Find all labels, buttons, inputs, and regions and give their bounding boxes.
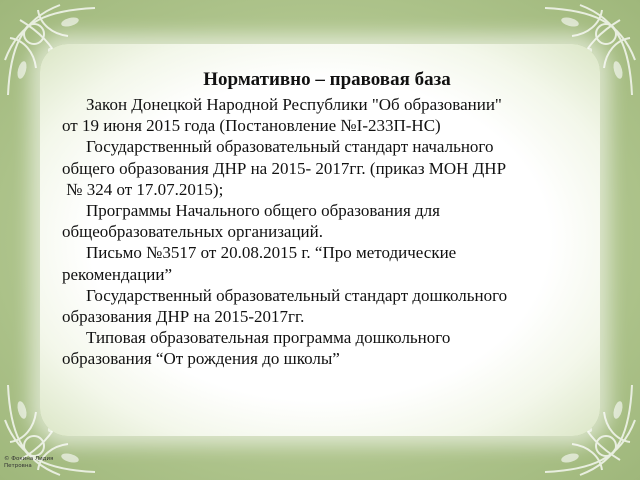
- item-line: Государственный образовательный стандарт начального: [86, 137, 494, 157]
- list-item: [62, 94, 592, 136]
- item-line: общего образования ДНР на 2015- 2017гг. (приказ МОН ДНР: [62, 158, 507, 178]
- list-item: [62, 136, 592, 200]
- copyright-note: [4, 456, 53, 470]
- item-line: образования ДНР на 2015-2017гг.: [62, 307, 305, 327]
- item-line: Государственный образовательный стандарт дошкольного: [86, 285, 508, 305]
- item-line: № 324 от 17.07.2015);: [62, 179, 224, 199]
- copyright-line: Петровна: [4, 463, 32, 469]
- item-line: Закон Донецкой Народной Республики "Об образовании": [86, 95, 502, 114]
- list-item: [62, 200, 592, 242]
- item-line: от 19 июня 2015 года (Постановление №I-233П-НС): [62, 116, 441, 136]
- document-body: [62, 68, 592, 370]
- item-line: Письмо №3517 от 20.08.2015 г. “Про методические: [86, 243, 457, 263]
- item-line: Программы Начального общего образования для: [86, 201, 440, 221]
- item-line: Типовая образовательная программа дошкольного: [86, 328, 451, 348]
- copyright-line: © Фокина Лидия: [4, 456, 54, 462]
- item-line: образования “От рождения до школы”: [62, 349, 340, 369]
- item-line: общеобразовательных организаций.: [62, 222, 324, 242]
- list-item: [62, 285, 592, 327]
- page-title: Нормативно – правовая база: [203, 69, 451, 90]
- item-line: рекомендации”: [62, 264, 173, 284]
- list-item: [62, 242, 592, 284]
- list-item: [62, 327, 592, 369]
